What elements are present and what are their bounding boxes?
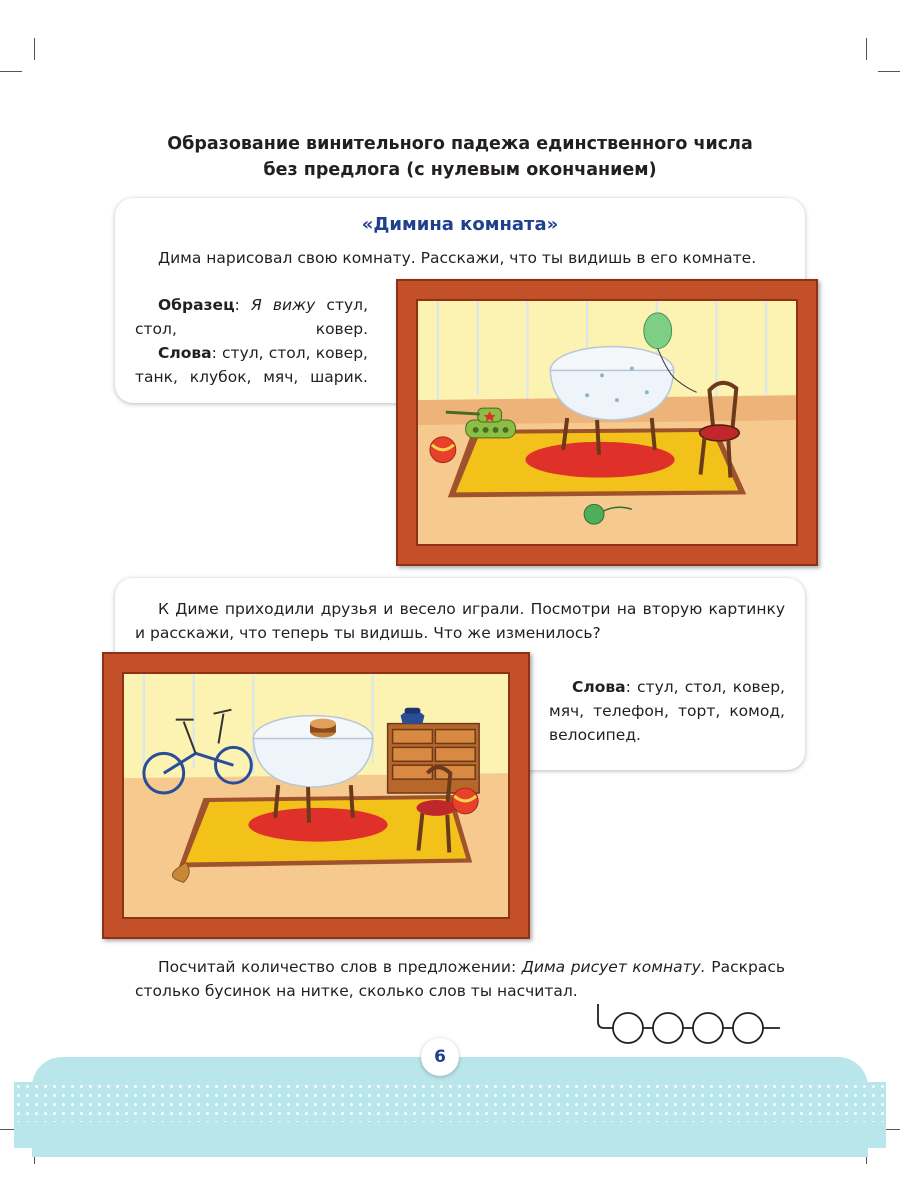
words-label: Слова — [158, 344, 212, 362]
bead-string — [594, 1000, 784, 1050]
crop-mark — [866, 38, 867, 60]
example-sentence: Дима рисует комнату. — [521, 958, 706, 976]
crop-mark — [878, 71, 900, 72]
room-illustration-2 — [124, 674, 508, 917]
words-block-1: Слова: стул, стол, ковер, танк, клубок, мяч, шарик. — [135, 344, 368, 386]
exercise-heading: «Димина комната» — [361, 214, 559, 235]
exercise-1-instruction: Дима нарисовал свою комнату. Расскажи, что ты видишь в его комнате. — [158, 249, 757, 267]
sample-italic: Я вижу — [250, 296, 316, 314]
room-drawing-2 — [122, 672, 510, 919]
picture-frame-2 — [102, 652, 530, 939]
sample-label: Образец — [158, 296, 235, 314]
crop-mark — [34, 38, 35, 60]
bead[interactable] — [613, 1013, 643, 1043]
room-drawing-1 — [416, 299, 798, 546]
page-title — [100, 131, 820, 183]
bead[interactable] — [733, 1013, 763, 1043]
exercise-2-instruction: К Диме приходили друзья и весело играли. Посмотри на вторую картинку и расскажи, что теперь ты видишь. Что же изменилось? — [135, 600, 785, 642]
exercise-3-text-start: Посчитай количество слов в предложении: — [158, 958, 522, 976]
title-line-1: Образование винительного падежа единственного числа — [167, 134, 753, 154]
words-block-2: Слова: стул, стол, ковер, мяч, телефон, торт, комод, велосипед. — [549, 678, 785, 744]
words-list: стул, стол, ковер, мяч, телефон, торт, комод, велосипед. — [549, 678, 785, 744]
picture-frame-1 — [396, 279, 818, 566]
title-line-2: без предлога (с нулевым окончанием) — [263, 160, 657, 180]
bead[interactable] — [693, 1013, 723, 1043]
exercise-3-text — [135, 955, 785, 1003]
room-illustration-1 — [418, 301, 796, 544]
words-label: Слова — [572, 678, 626, 696]
sample-block: Образец: Я вижу стул, стол, ковер. — [135, 296, 368, 338]
footer-dot-pattern — [14, 1082, 886, 1122]
page-number: 6 — [421, 1038, 459, 1076]
exercise-3-text-end: Раскрась столько бусинок на нитке, сколько слов ты насчитал. — [135, 958, 786, 1000]
words-list: стул, стол, ковер, танк, клубок, мяч, шарик. — [135, 344, 368, 386]
bead[interactable] — [653, 1013, 683, 1043]
sample-text: стул, стол, ковер. — [135, 296, 368, 338]
crop-mark — [0, 71, 22, 72]
